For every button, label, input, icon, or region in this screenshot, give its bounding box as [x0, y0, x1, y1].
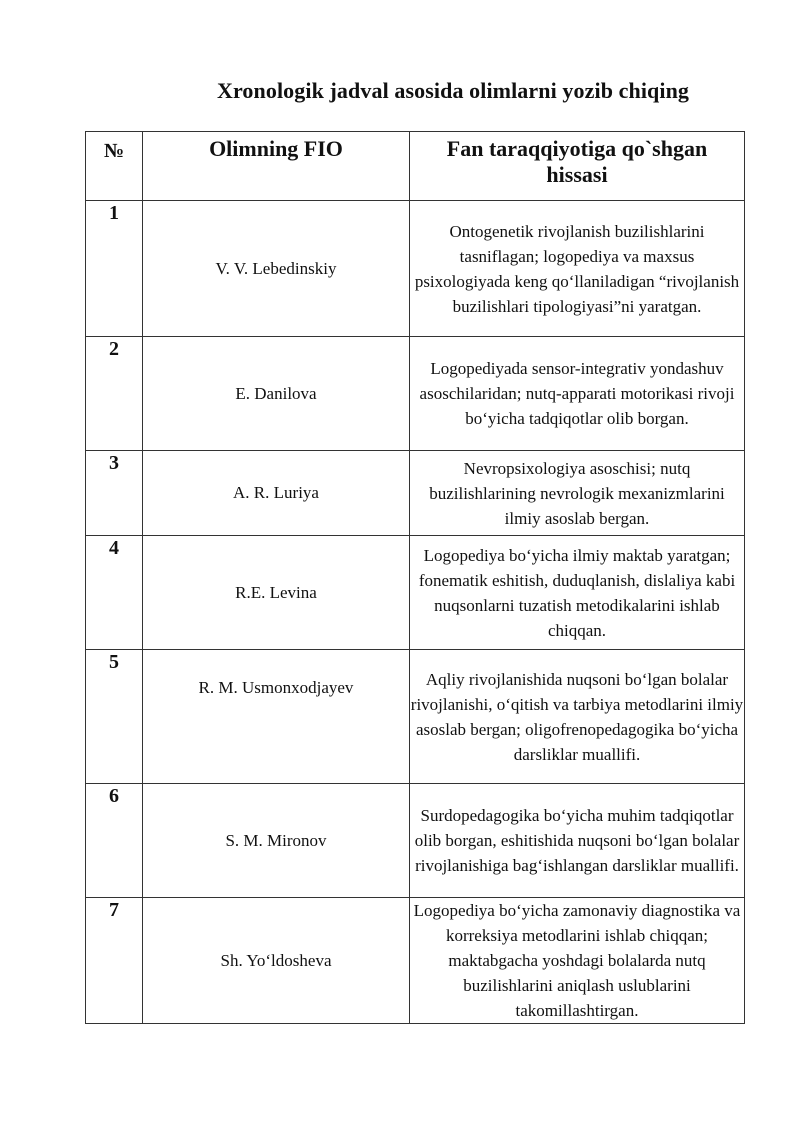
table-row	[86, 650, 745, 784]
scientist-name: R.E. Levina	[143, 536, 410, 650]
row-number: 1	[86, 201, 143, 337]
scientist-name: V. V. Lebedinskiy	[143, 201, 410, 337]
scientist-name: Sh. Yo‘ldosheva	[143, 898, 410, 1024]
row-number: 3	[86, 451, 143, 536]
header-contribution: Fan taraqqiyotiga qo`shgan hissasi	[410, 132, 745, 201]
row-number: 5	[86, 650, 143, 784]
scientist-name: A. R. Luriya	[143, 451, 410, 536]
row-number: 7	[86, 898, 143, 1024]
table-row	[86, 201, 745, 337]
table-row	[86, 898, 745, 1024]
table-row	[86, 337, 745, 451]
header-scientist-name: Olimning FIO	[143, 132, 410, 201]
scientist-contribution: Ontogenetik rivojlanish buzilishlarini tasniflagan; logopediya va maxsus psixologiyada keng qo‘llaniladigan “rivojlanish buzilishlari tipologiyasi”ni yaratgan.	[410, 201, 745, 337]
row-number: 4	[86, 536, 143, 650]
header-number: №	[86, 132, 143, 201]
scientist-contribution: Logopediya bo‘yicha zamonaviy diagnostika va korreksiya metodlarini ishlab chiqqan; maktabgacha yoshdagi bolalarda nutq buzilishlarini aniqlash uslublarini takomillashtirgan.	[410, 898, 745, 1024]
scientist-name: S. M. Mironov	[143, 784, 410, 898]
table-row	[86, 451, 745, 536]
table-header-row	[86, 132, 745, 201]
scientist-contribution: Nevropsixologiya asoschisi; nutq buzilishlarining nevrologik mexanizmlarini ilmiy asoslab bergan.	[410, 451, 745, 536]
scientist-contribution: Logopediya bo‘yicha ilmiy maktab yaratgan; fonematik eshitish, duduqlanish, dislaliya kabi nuqsonlarni tuzatish metodikalarini ishlab chiqqan.	[410, 536, 745, 650]
row-number: 2	[86, 337, 143, 451]
scientist-contribution: Surdopedagogika bo‘yicha muhim tadqiqotlar olib borgan, eshitishida nuqsoni bo‘lgan bolalar rivojlanishiga bag‘ishlangan darsliklar muallifi.	[410, 784, 745, 898]
page-title: Xronologik jadval asosida olimlarni yozib chiqing	[216, 78, 690, 103]
scientists-table	[85, 131, 745, 1024]
table-row	[86, 536, 745, 650]
scientist-name: R. M. Usmonxodjayev	[143, 650, 410, 784]
scientist-name: E. Danilova	[143, 337, 410, 451]
scientist-contribution: Logopediyada sensor-integrativ yondashuv asoschilaridan; nutq-apparati motorikasi rivoji bo‘yicha tadqiqotlar olib borgan.	[410, 337, 745, 451]
scientist-contribution: Aqliy rivojlanishida nuqsoni bo‘lgan bolalar rivojlanishi, o‘qitish va tarbiya metodlarini ilmiy asoslab bergan; oligofrenopedagogika bo‘yicha darsliklar muallifi.	[410, 650, 745, 784]
row-number: 6	[86, 784, 143, 898]
table-row	[86, 784, 745, 898]
